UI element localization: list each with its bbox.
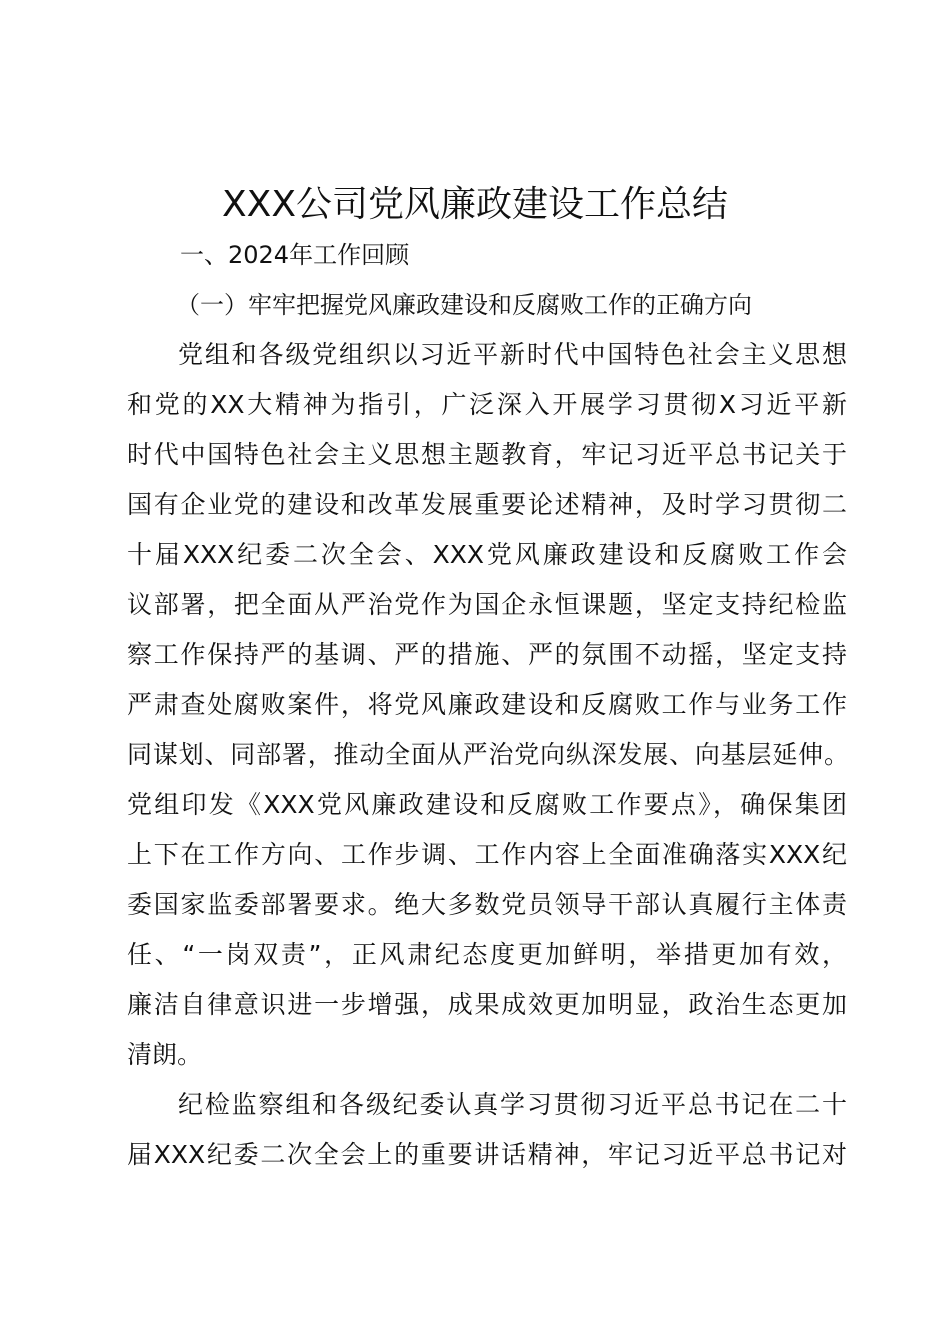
paragraph-line: 时代中国特色社会主义思想主题教育，牢记习近平总书记关于 — [127, 440, 847, 469]
paragraph-line: 纪检监察组和各级纪委认真学习贯彻习近平总书记在二十 — [178, 1090, 847, 1119]
paragraph-line: 党组印发《XXX党风廉政建设和反腐败工作要点》，确保集团 — [127, 790, 847, 819]
subsection-heading: （一）牢牢把握党风廉政建设和反腐败工作的正确方向 — [176, 291, 752, 319]
paragraph-line: 十届XXX纪委二次全会、XXX党风廉政建设和反腐败工作会 — [127, 540, 847, 569]
paragraph-line: 委国家监委部署要求。绝大多数党员领导干部认真履行主体责 — [127, 890, 847, 919]
paragraph-line: 清朗。 — [127, 1040, 203, 1069]
paragraph-line: 国有企业党的建设和改革发展重要论述精神，及时学习贯彻二 — [127, 490, 847, 519]
paragraph-line: 上下在工作方向、工作步调、工作内容上全面准确落实XXX纪 — [127, 840, 847, 869]
section-heading: 一、2024年工作回顾 — [180, 241, 410, 269]
paragraph-line: 届XXX纪委二次全会上的重要讲话精神，牢记习近平总书记对 — [127, 1140, 847, 1169]
paragraph-line: 议部署，把全面从严治党作为国企永恒课题，坚定支持纪检监 — [127, 590, 847, 619]
paragraph-line: 严肃查处腐败案件，将党风廉政建设和反腐败工作与业务工作 — [127, 690, 847, 719]
paragraph-line: 和党的XX大精神为指引，广泛深入开展学习贯彻X习近平新 — [127, 390, 847, 419]
paragraph-line: 同谋划、同部署，推动全面从严治党向纵深发展、向基层延伸。 — [127, 740, 849, 769]
paragraph-line: 廉洁自律意识进一步增强，成果成效更加明显，政治生态更加 — [127, 990, 847, 1019]
paragraph-line: 任、“一岗双责”，正风肃纪态度更加鲜明，举措更加有效， — [127, 940, 847, 969]
document-title: XXX公司党风廉政建设工作总结 — [222, 184, 728, 225]
paragraph-line: 党组和各级党组织以习近平新时代中国特色社会主义思想 — [178, 340, 847, 369]
paragraph-line: 察工作保持严的基调、严的措施、严的氛围不动摇，坚定支持 — [127, 640, 847, 669]
